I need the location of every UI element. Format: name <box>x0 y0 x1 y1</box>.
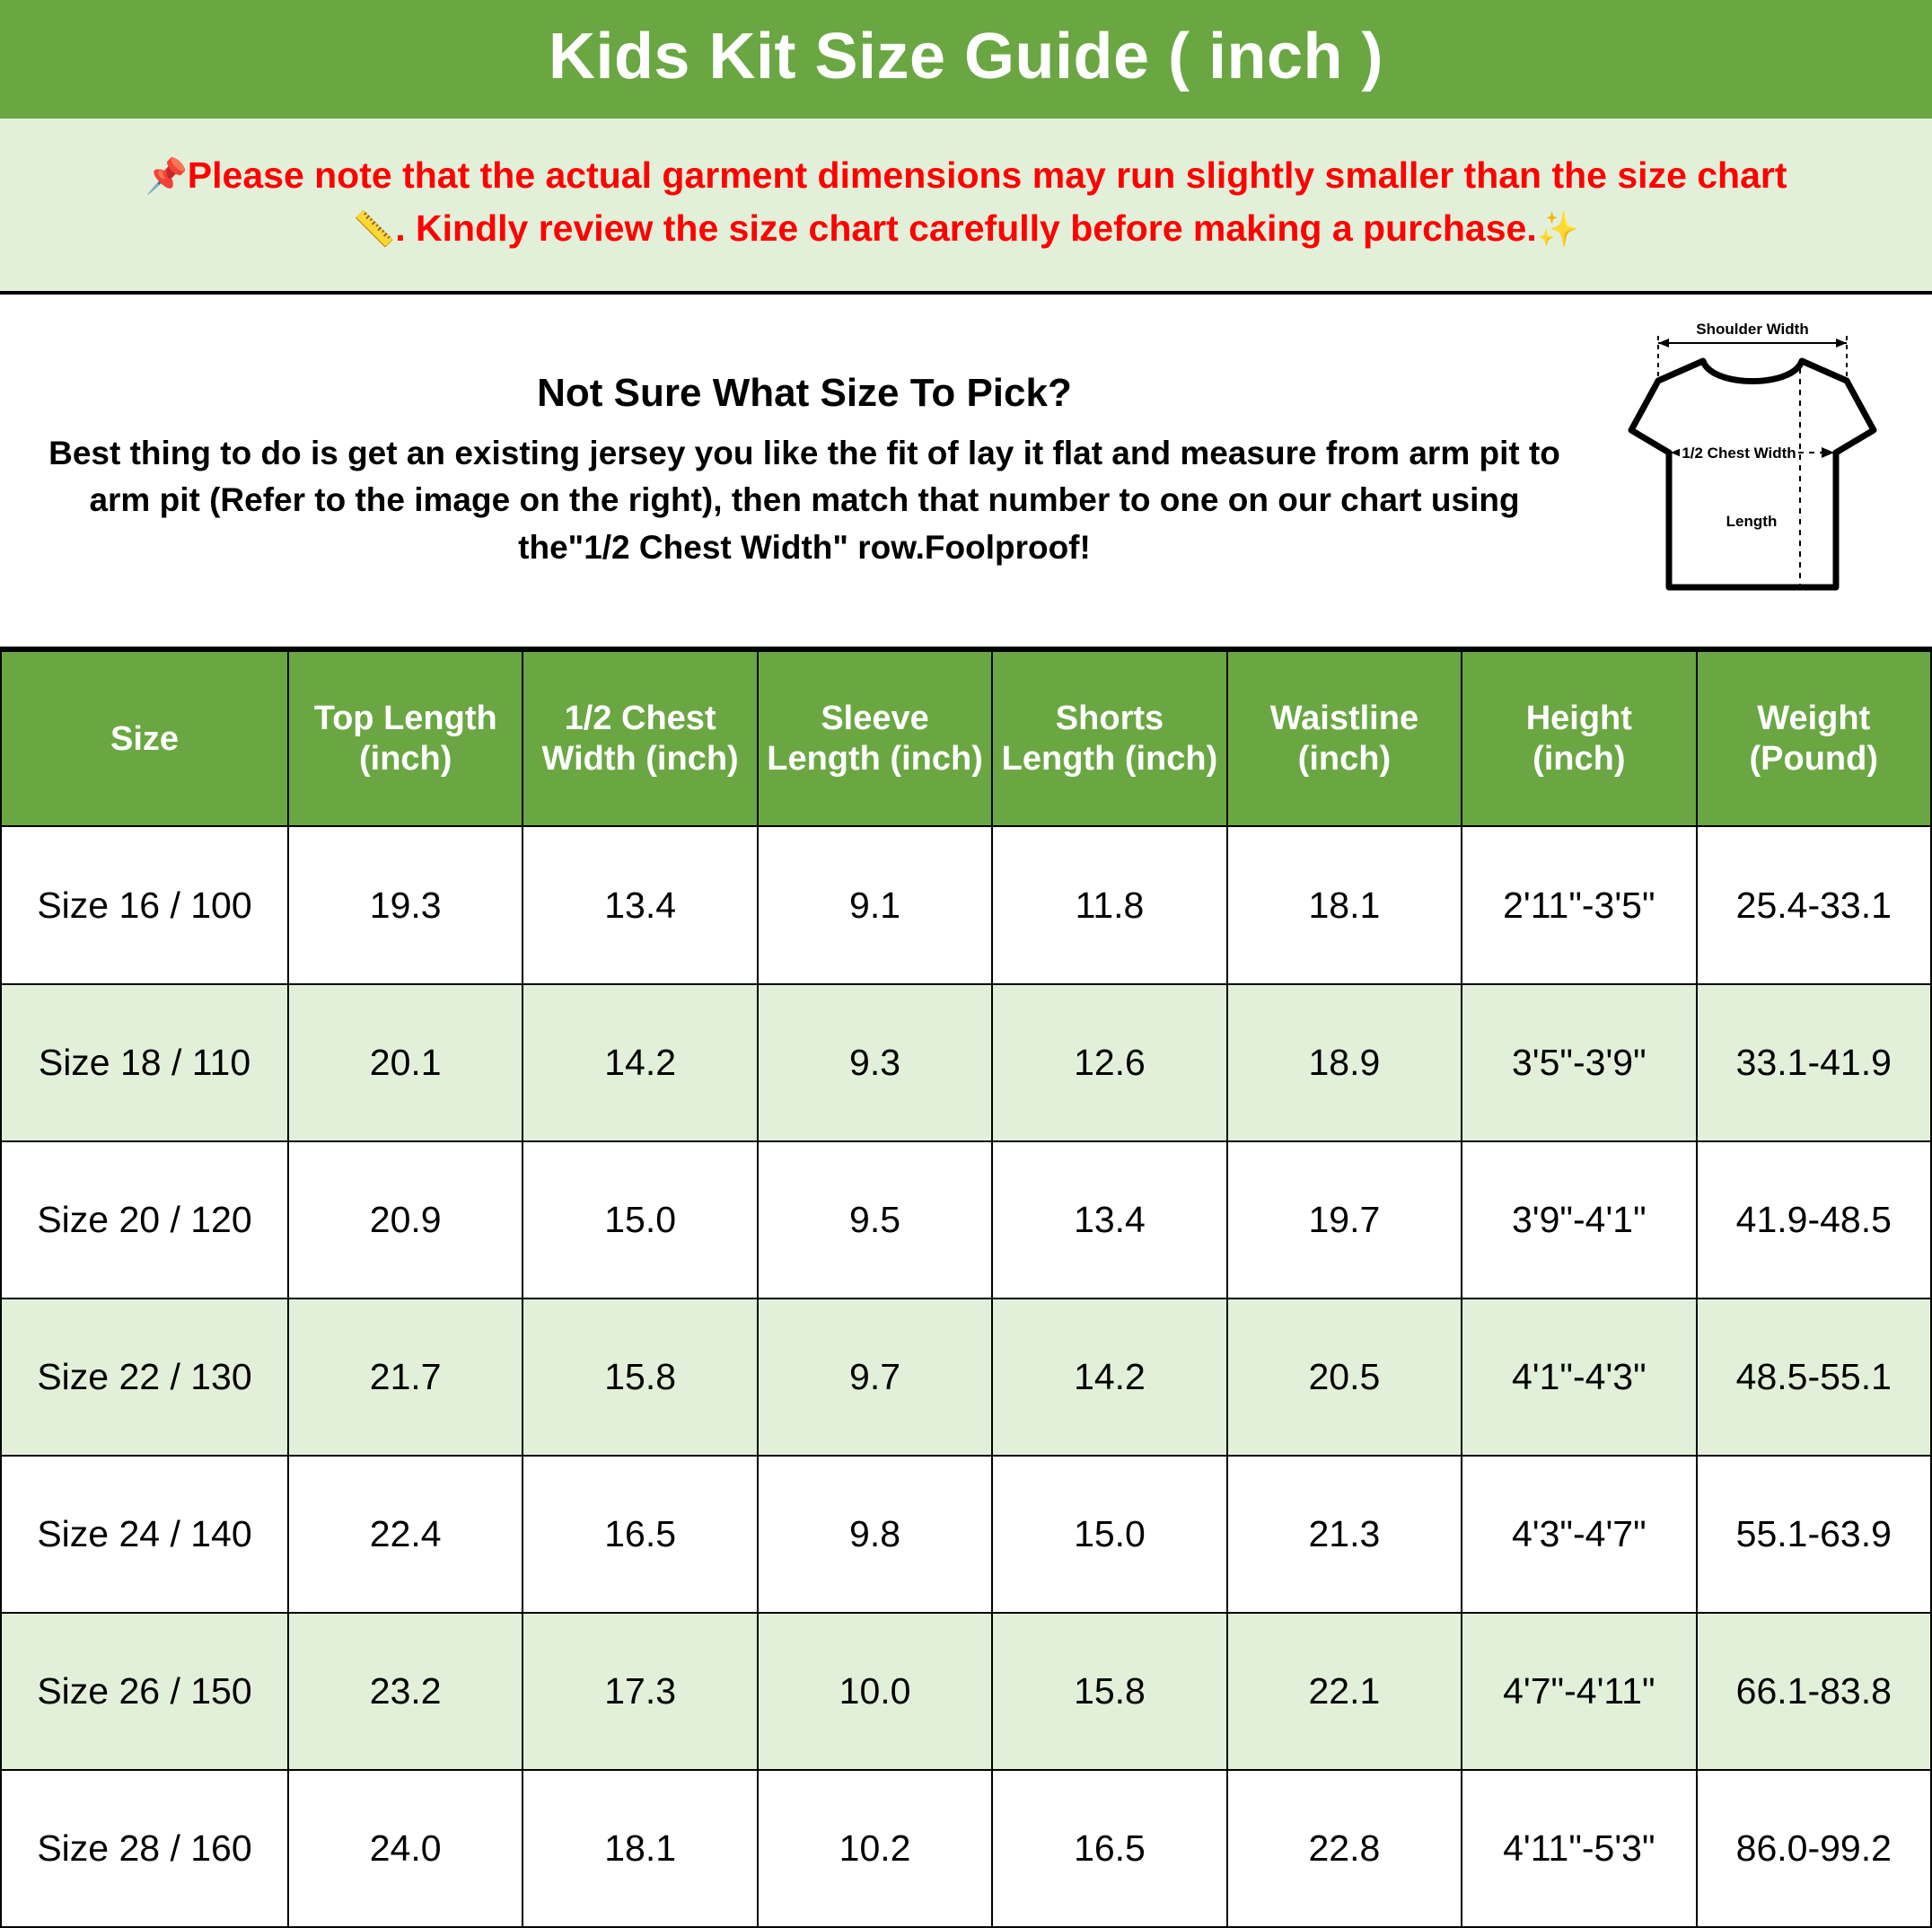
cell-sleeve-length: 10.0 <box>758 1613 992 1770</box>
col-header-waistline: Waistline (inch) <box>1227 651 1462 826</box>
cell-top-length: 22.4 <box>288 1456 523 1613</box>
cell-waistline: 20.5 <box>1227 1299 1462 1456</box>
col-header-chest-width: 1/2 Chest Width (inch) <box>523 651 757 826</box>
svg-text:1/2 Chest Width: 1/2 Chest Width <box>1682 445 1796 462</box>
cell-chest-width: 15.0 <box>523 1141 757 1299</box>
col-header-weight: Weight (Pound) <box>1697 651 1931 826</box>
cell-sleeve-length: 9.5 <box>758 1141 992 1299</box>
cell-waistline: 22.8 <box>1227 1770 1462 1927</box>
cell-top-length: 21.7 <box>288 1299 523 1456</box>
col-header-size: Size <box>1 651 288 826</box>
cell-chest-width: 16.5 <box>523 1456 757 1613</box>
col-header-height: Height (inch) <box>1462 651 1696 826</box>
cell-top-length: 20.1 <box>288 984 523 1141</box>
cell-height: 3'5"-3'9" <box>1462 984 1696 1141</box>
cell-waistline: 18.1 <box>1227 826 1462 983</box>
notice-text-2: . Kindly review the size chart carefully before making a purchase. <box>395 207 1537 250</box>
col-header-top-length: Top Length (inch) <box>288 651 523 826</box>
cell-sleeve-length: 9.7 <box>758 1299 992 1456</box>
cell-chest-width: 17.3 <box>523 1613 757 1770</box>
sizing-help-heading: Not Sure What Size To Pick? <box>537 370 1072 415</box>
table-header-row <box>1 651 1931 826</box>
table-row <box>1 1299 1931 1456</box>
cell-shorts-length: 12.6 <box>992 984 1226 1141</box>
cell-top-length: 23.2 <box>288 1613 523 1770</box>
cell-size: Size 20 / 120 <box>1 1141 288 1299</box>
sizing-help-text <box>27 371 1600 572</box>
table-row <box>1 826 1931 983</box>
notice-line-1 <box>36 149 1896 202</box>
ruler-icon: 📏 <box>352 211 396 250</box>
cell-height: 4'11"-5'3" <box>1462 1770 1696 1927</box>
svg-text:Length: Length <box>1726 513 1778 531</box>
cell-weight: 55.1-63.9 <box>1697 1456 1931 1613</box>
cell-weight: 33.1-41.9 <box>1697 984 1931 1141</box>
cell-weight: 48.5-55.1 <box>1697 1299 1931 1456</box>
cell-sleeve-length: 9.1 <box>758 826 992 983</box>
notice-banner <box>0 119 1932 295</box>
cell-waistline: 19.7 <box>1227 1141 1462 1299</box>
cell-top-length: 19.3 <box>288 826 523 983</box>
cell-waistline: 18.9 <box>1227 984 1462 1141</box>
cell-size: Size 24 / 140 <box>1 1456 288 1613</box>
cell-sleeve-length: 9.3 <box>758 984 992 1141</box>
cell-size: Size 16 / 100 <box>1 826 288 983</box>
table-row <box>1 984 1931 1141</box>
size-table <box>0 650 1932 1928</box>
cell-top-length: 24.0 <box>288 1770 523 1927</box>
cell-sleeve-length: 9.8 <box>758 1456 992 1613</box>
col-header-sleeve-length: Sleeve Length (inch) <box>758 651 992 826</box>
cell-size: Size 26 / 150 <box>1 1613 288 1770</box>
cell-shorts-length: 15.0 <box>992 1456 1226 1613</box>
cell-waistline: 22.1 <box>1227 1613 1462 1770</box>
cell-sleeve-length: 10.2 <box>758 1770 992 1927</box>
tshirt-icon <box>1604 318 1901 623</box>
cell-chest-width: 14.2 <box>523 984 757 1141</box>
cell-weight: 66.1-83.8 <box>1697 1613 1931 1770</box>
notice-text-1: Please note that the actual garment dimensions may run slightly smaller than the size chart <box>187 154 1787 196</box>
cell-height: 4'7"-4'11" <box>1462 1613 1696 1770</box>
table-row <box>1 1456 1931 1613</box>
cell-shorts-length: 14.2 <box>992 1299 1226 1456</box>
table-row <box>1 1770 1931 1927</box>
cell-height: 2'11"-3'5" <box>1462 826 1696 983</box>
cell-shorts-length: 16.5 <box>992 1770 1226 1927</box>
notice-line-2 <box>36 202 1896 255</box>
page-title: Kids Kit Size Guide ( inch ) <box>548 21 1384 92</box>
cell-chest-width: 18.1 <box>523 1770 757 1927</box>
cell-weight: 25.4-33.1 <box>1697 826 1931 983</box>
cell-shorts-length: 11.8 <box>992 826 1226 983</box>
col-header-shorts-length: Shorts Length (inch) <box>992 651 1226 826</box>
table-row <box>1 1613 1931 1770</box>
cell-weight: 41.9-48.5 <box>1697 1141 1931 1299</box>
cell-height: 3'9"-4'1" <box>1462 1141 1696 1299</box>
svg-text:Shoulder Width: Shoulder Width <box>1696 321 1809 339</box>
sizing-help-body: Best thing to do is get an existing jersey you like the fit of lay it flat and measure from arm pit to arm pit (Refer to the image on the right), then match that number to one on our chart using the"1/2 Chest Width" row.Foolproof! <box>48 434 1560 566</box>
cell-top-length: 20.9 <box>288 1141 523 1299</box>
cell-size: Size 28 / 160 <box>1 1770 288 1927</box>
pin-icon: 📌 <box>145 157 188 196</box>
table-row <box>1 1141 1931 1299</box>
cell-shorts-length: 13.4 <box>992 1141 1226 1299</box>
cell-height: 4'1"-4'3" <box>1462 1299 1696 1456</box>
cell-waistline: 21.3 <box>1227 1456 1462 1613</box>
sparkle-icon: ✨ <box>1536 211 1580 250</box>
cell-size: Size 18 / 110 <box>1 984 288 1141</box>
page-header <box>0 0 1932 119</box>
cell-chest-width: 13.4 <box>523 826 757 983</box>
cell-chest-width: 15.8 <box>523 1299 757 1456</box>
tshirt-measurement-diagram <box>1600 318 1905 623</box>
cell-height: 4'3"-4'7" <box>1462 1456 1696 1613</box>
size-table-container <box>0 650 1932 1928</box>
cell-shorts-length: 15.8 <box>992 1613 1226 1770</box>
cell-size: Size 22 / 130 <box>1 1299 288 1456</box>
cell-weight: 86.0-99.2 <box>1697 1770 1931 1927</box>
sizing-help-section <box>0 295 1932 650</box>
